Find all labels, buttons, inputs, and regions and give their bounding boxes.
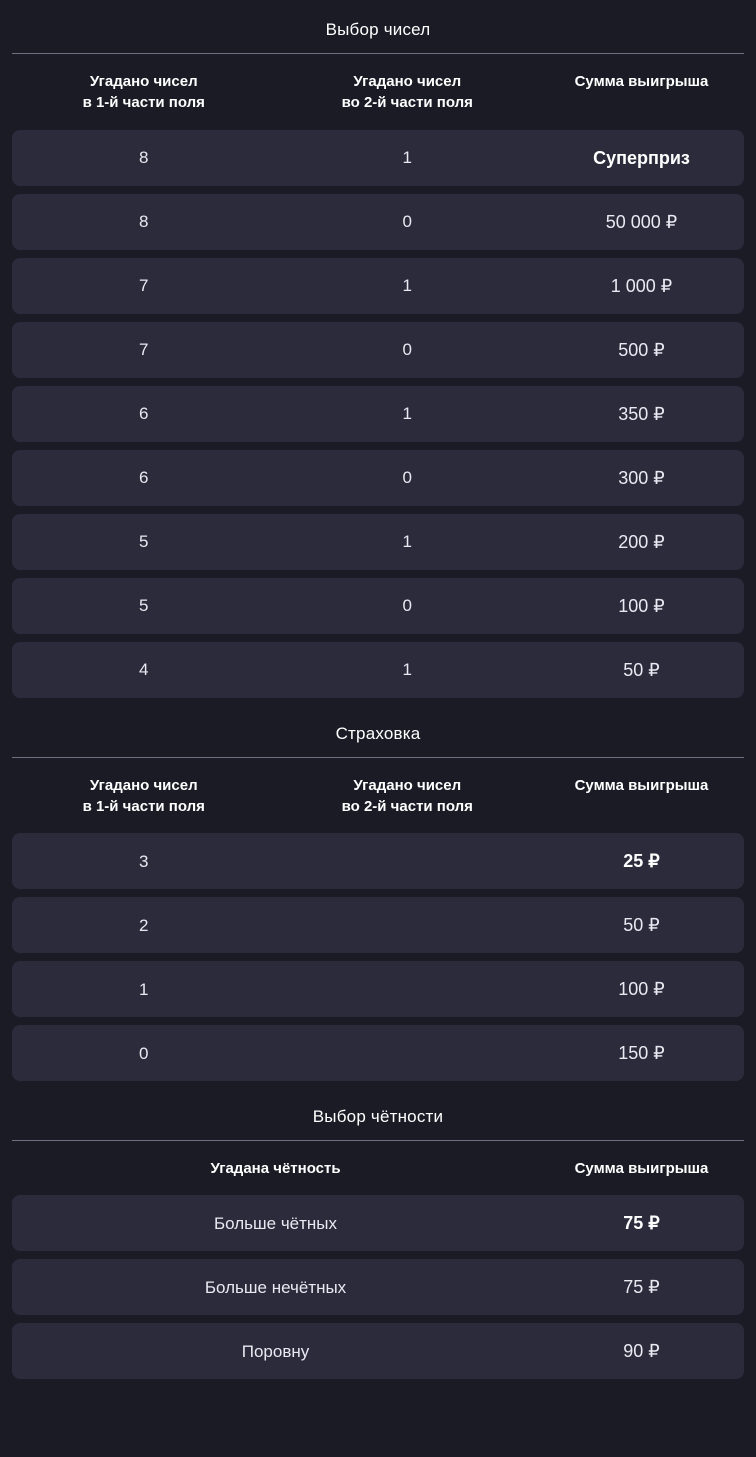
cell-guessed-part1: 6 — [139, 468, 149, 488]
cell-prize-amount: 100 ₽ — [618, 979, 665, 1000]
table-row — [12, 642, 744, 698]
header-line2: в 1-й части поля — [82, 797, 205, 815]
table-row — [12, 130, 744, 186]
cell-prize-amount: 50 ₽ — [623, 915, 660, 936]
header-line1: Угадано чисел — [89, 776, 198, 794]
cell-prize-amount: 500 ₽ — [618, 339, 665, 360]
cell-guessed-parity: Больше чётных — [213, 1213, 338, 1233]
section-parity-choice — [12, 1089, 744, 1379]
cell-guessed-part1: 8 — [139, 212, 149, 232]
cell-prize-amount: 100 ₽ — [618, 595, 665, 616]
cell-prize-amount: 50 ₽ — [623, 659, 660, 680]
cell-guessed-part2: 1 — [402, 660, 412, 680]
table-row — [12, 258, 744, 314]
table-row — [12, 514, 744, 570]
header-cell-prize-amount — [539, 71, 744, 92]
header-cell-guessed-part1 — [12, 775, 276, 818]
table-row — [12, 833, 744, 889]
section-title-parity-choice: Выбор чётности — [12, 1089, 744, 1141]
cell-prize-amount: 150 ₽ — [618, 1043, 665, 1064]
header-cell-prize-amount — [539, 775, 744, 796]
cell-guessed-part2: 1 — [402, 532, 412, 552]
header-line2: во 2-й части поля — [341, 797, 473, 815]
cell-prize-amount: 25 ₽ — [623, 851, 660, 872]
header-cell-guessed-part2 — [276, 775, 540, 818]
header-cell-guessed-part1 — [12, 71, 276, 114]
table-row — [12, 897, 744, 953]
header-cell-prize-amount — [539, 1158, 744, 1179]
table-row — [12, 1259, 744, 1315]
header-line1: Сумма выигрыша — [574, 1160, 709, 1178]
header-cell-guessed-parity — [12, 1158, 539, 1179]
cell-guessed-part1: 0 — [139, 1043, 149, 1063]
cell-guessed-part2: 0 — [402, 596, 412, 616]
cell-prize-amount: 200 ₽ — [618, 531, 665, 552]
header-line1: Угадано чисел — [353, 73, 462, 90]
cell-prize-amount: Суперприз — [593, 147, 690, 168]
table-row — [12, 194, 744, 250]
cell-guessed-part1: 7 — [139, 276, 149, 296]
table-row — [12, 1025, 744, 1081]
table-row — [12, 961, 744, 1017]
cell-guessed-part2: 0 — [402, 340, 412, 360]
cell-guessed-part1: 3 — [139, 851, 149, 871]
cell-guessed-part1: 8 — [139, 148, 149, 168]
cell-guessed-part1: 1 — [139, 979, 149, 999]
cell-guessed-part2: 1 — [402, 148, 412, 168]
table-body-parity-choice — [12, 1195, 744, 1379]
table-row — [12, 386, 744, 442]
table-row — [12, 1195, 744, 1251]
section-number-choice — [12, 0, 744, 698]
section-insurance — [12, 706, 744, 1082]
header-line2: в 1-й части поля — [82, 94, 205, 112]
table-row — [12, 450, 744, 506]
header-line1: Угадано чисел — [89, 73, 198, 90]
table-body-number-choice — [12, 130, 744, 698]
cell-guessed-part1: 5 — [139, 596, 149, 616]
table-row — [12, 578, 744, 634]
cell-guessed-part2: 0 — [402, 212, 412, 232]
table-row — [12, 1323, 744, 1379]
table-header-number-choice — [12, 54, 744, 130]
header-line2: во 2-й части поля — [341, 94, 473, 112]
cell-guessed-part2: 1 — [402, 404, 412, 424]
cell-guessed-parity: Больше нечётных — [204, 1277, 347, 1297]
table-body-insurance — [12, 833, 744, 1081]
table-row — [12, 322, 744, 378]
cell-prize-amount: 350 ₽ — [618, 403, 665, 424]
cell-guessed-part1: 5 — [139, 532, 149, 552]
cell-prize-amount: 75 ₽ — [623, 1213, 660, 1234]
cell-prize-amount: 300 ₽ — [618, 467, 665, 488]
cell-guessed-part1: 6 — [139, 404, 149, 424]
header-cell-guessed-part2 — [276, 71, 540, 114]
cell-guessed-part2: 1 — [402, 276, 412, 296]
header-line1: Сумма выигрыша — [574, 73, 709, 90]
section-title-insurance: Страховка — [12, 706, 744, 758]
section-title-number-choice: Выбор чисел — [12, 0, 744, 54]
table-header-parity-choice — [12, 1141, 744, 1195]
cell-guessed-part1: 2 — [139, 915, 149, 935]
cell-prize-amount: 50 000 ₽ — [605, 211, 678, 232]
header-line1: Угадано чисел — [353, 776, 462, 794]
cell-prize-amount: 90 ₽ — [623, 1341, 660, 1362]
table-header-insurance — [12, 758, 744, 834]
header-line1: Сумма выигрыша — [574, 776, 709, 794]
header-line1: Угадана чётность — [210, 1160, 341, 1178]
cell-prize-amount: 75 ₽ — [623, 1277, 660, 1298]
cell-guessed-part1: 4 — [139, 660, 149, 680]
cell-prize-amount: 1 000 ₽ — [610, 275, 673, 296]
cell-guessed-part2: 0 — [402, 468, 412, 488]
cell-guessed-part1: 7 — [139, 340, 149, 360]
cell-guessed-parity: Поровну — [241, 1341, 310, 1361]
